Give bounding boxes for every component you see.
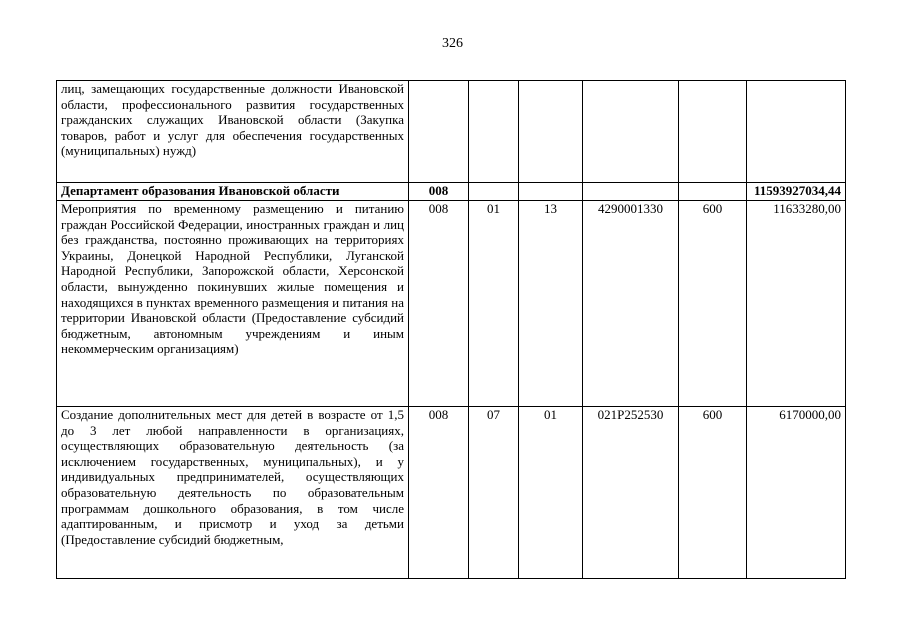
ministry-code: [409, 81, 469, 183]
row-description: лиц, замещающих государственные должности Ивановской области, профессионального развития государственных гражданских служащих Ивановской области (Закупка товаров, работ и услуг для обеспечения государственных (муниципальных) нужд): [57, 81, 409, 183]
expense-type-code: 600: [679, 407, 747, 579]
row-description: Создание дополнительных мест для детей в возрасте от 1,5 до 3 лет любой направленности в организациях, осуществляющих образовательную деятельность (за исключением государственных, муниципальных), и у индивидуальных предпринимателей, осуществляющих образовательную деятельность по образовательным программам дошкольного образования, в том числе адаптированным, и присмотр и уход за детьми (Предоставление субсидий бюджетным,: [57, 407, 409, 579]
target-article-code: [583, 183, 679, 201]
subsection-code: 13: [519, 201, 583, 407]
subsection-code: 01: [519, 407, 583, 579]
expense-type-code: [679, 81, 747, 183]
table-row: [57, 407, 846, 579]
target-article-code: [583, 81, 679, 183]
amount: 6170000,00: [747, 407, 846, 579]
page-number: 326: [442, 36, 463, 51]
subsection-code: [519, 81, 583, 183]
section-code: [469, 81, 519, 183]
section-code: 07: [469, 407, 519, 579]
amount: 11593927034,44: [747, 183, 846, 201]
row-description: Департамент образования Ивановской области: [57, 183, 409, 201]
ministry-code: 008: [409, 201, 469, 407]
section-code: 01: [469, 201, 519, 407]
table-row: [57, 183, 846, 201]
amount: 11633280,00: [747, 201, 846, 407]
table-row: [57, 81, 846, 183]
subsection-code: [519, 183, 583, 201]
section-code: [469, 183, 519, 201]
ministry-code: 008: [409, 407, 469, 579]
target-article-code: 021Р252530: [583, 407, 679, 579]
budget-table: [56, 80, 846, 579]
expense-type-code: [679, 183, 747, 201]
amount: [747, 81, 846, 183]
ministry-code: 008: [409, 183, 469, 201]
expense-type-code: 600: [679, 201, 747, 407]
target-article-code: 4290001330: [583, 201, 679, 407]
table-row: [57, 201, 846, 407]
row-description: Мероприятия по временному размещению и питанию граждан Российской Федерации, иностранных граждан и лиц без гражданства, постоянно проживающих на территориях Украины, Донецкой Народной Республики, Луганской Народной Республики, Запорожской области, Херсонской области, вынужденно покинувших жилые помещения и находящихся в пунктах временного размещения и питания на территории Ивановской области (Предоставление субсидий бюджетным, автономным учреждениям и иным некоммерческим организациям): [57, 201, 409, 407]
